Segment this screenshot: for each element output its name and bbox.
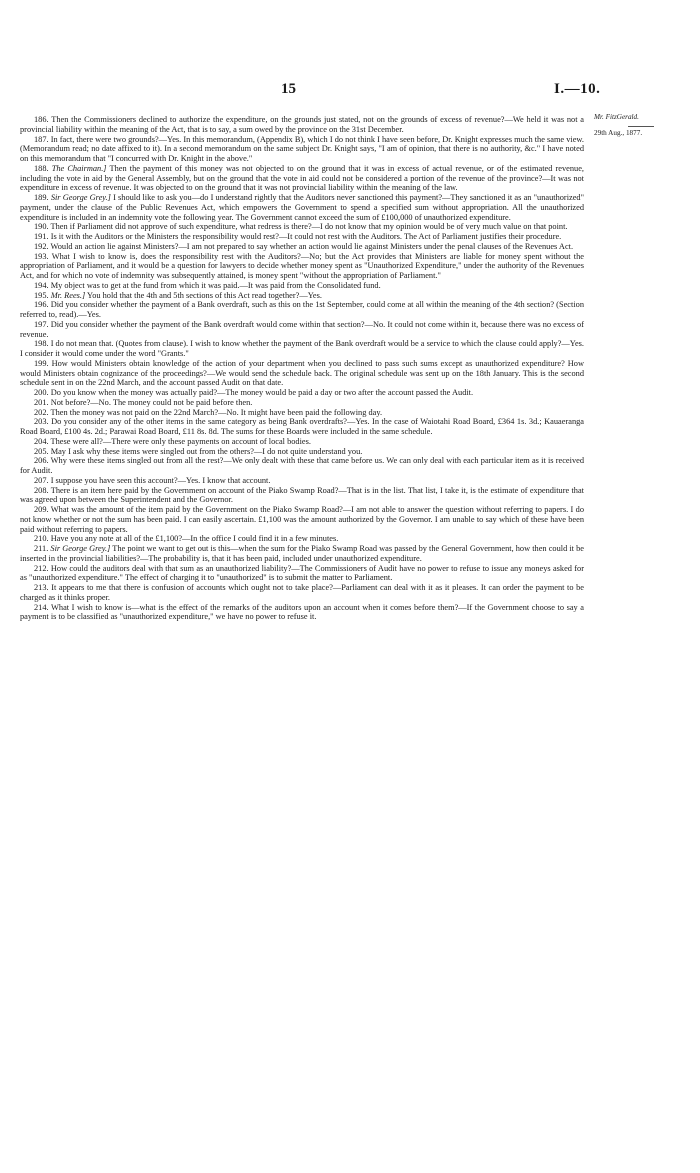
question-paragraph: 208. There is an item here paid by the Government on account of the Piako Swamp Road?—That is in the list. That list, I take it, is the estimate of expenditure that was agreed upon between the Superintendent and the Governor.	[20, 485, 584, 505]
question-paragraph: 199. How would Ministers obtain knowledge of the action of your department when you declined to pass such sums except as unauthorized expenditure? How would Ministers obtain cognizance of the proceedings?—We would send the schedule back. The original schedule was sent up on the 18th January. This is the second schedule sent in on the 22nd March, and the account passed Audit on that date.	[20, 358, 584, 388]
question-paragraph: 188. The Chairman.] Then the payment of this money was not objected to on the ground that it was in excess of actual revenue, or of the estimated revenue, including the vote in aid by the General Assembly, but on the ground that the vote in aid could not be considered a portion of the revenue of the province?—It was not expenditure in excess of revenue. It was objected to on the ground that it was not provincial liability within the meaning of the law.	[20, 163, 584, 193]
question-paragraph: 201. Not before?—No. The money could not be paid before then.	[34, 397, 253, 407]
question-paragraph: 214. What I wish to know is—what is the effect of the remarks of the auditors upon an account when it comes before them?—If the Government choose to say a payment is to be classified as "unauthorized expenditure," we have no power to refuse it.	[20, 602, 584, 622]
question-paragraph: 191. Is it with the Auditors or the Ministers the responsibility would rest?—It could not rest with the Auditors. The Act of Parliament justifies their procedure.	[34, 232, 562, 241]
speaker-name: Sir George Grey.]	[50, 193, 111, 202]
question-paragraph: 198. I do not mean that. (Quotes from clause). I wish to know whether the payment of the Bank overdraft would be a service to which the clause could apply?—Yes. I consider it would come under the word "Grants."	[20, 339, 584, 358]
question-paragraph: 187. In fact, there were two grounds?—Yes. In this memorandum, (Appendix B), which I do not think I have seen before, Dr. Knight expresses much the same view. (Memorandum read; no date affixed to it). In a second memorandum on the same subject Dr. Knight says, "I am of opinion, that there is no authority, &c." I have noted on this memorandum that "I concurred with Dr. Knight in the above."	[20, 134, 584, 163]
question-number: 211.	[34, 544, 49, 553]
testimony-body	[20, 115, 584, 622]
question-paragraph: 205. May I ask why these items were singled out from the others?—I do not quite understand you.	[34, 446, 363, 456]
speaker-name: Mr. Rees.]	[50, 290, 86, 300]
question-paragraph: 197. Did you consider whether the payment of the Bank overdraft would come within that section?—No. It could not come within it, because there was no excess of revenue.	[20, 319, 584, 339]
witness-name: Mr. FitzGerald.	[594, 113, 639, 121]
question-number: 195.	[34, 290, 49, 300]
speaker-name: Sir George Grey.]	[50, 544, 111, 553]
question-paragraph: 190. Then if Parliament did not approve of such expenditure, what redress is there?—I do not know that my opinion would be of very much value on that point.	[34, 222, 568, 232]
question-paragraph: 186. Then the Commissioners declined to authorize the expenditure, on the grounds just stated, not on the grounds of excess of revenue?—We held it was not a provincial liability within the meaning of the Act, that is to say, a sum owed by the province on the 31st December.	[20, 115, 584, 134]
question-paragraph: 210. Have you any note at all of the £1,100?—In the office I could find it in a few minutes.	[34, 534, 339, 544]
question-paragraph: 194. My object was to get at the fund from which it was paid.—It was paid from the Consolidated fund.	[34, 280, 381, 290]
question-paragraph: 211. Sir George Grey.] The point we want to get out is this—when the sum for the Piako Swamp Road was passed by the General Government, how then could it be inserted in the provincial liabilities?—The probability is, that it has been paid, included under unauthorized expenditure.	[20, 544, 584, 563]
question-paragraph: 200. Do you know when the money was actually paid?—The money would be paid a day or two after the account passed the Audit.	[34, 388, 474, 397]
page-number: 15	[281, 81, 296, 97]
witness-date: 29th Aug., 1877.	[594, 128, 643, 137]
question-number: 189.	[34, 193, 49, 202]
margin-rule	[628, 126, 654, 127]
question-number: 188.	[34, 163, 49, 173]
question-paragraph: 193. What I wish to know is, does the responsibility rest with the Auditors?—No; but the Act provides that Ministers are liable for money spent without the appropriation of Parliament, and it would be a question for lawyers to decide whether money spent as "Unauthorized Expenditure," under the authority of the Revenues Act, and for which no vote of indemnity was subsequently attained, is money spent "without the appropriation of Parliament."	[20, 251, 584, 280]
document-reference: I.—10.	[554, 81, 601, 97]
question-paragraph: 213. It appears to me that there is confusion of accounts which ought not to take place?—Parliament can deal with it as it pleases. It can order the payment to be charged as it thinks proper.	[20, 583, 584, 602]
question-paragraph: 195. Mr. Rees.] You hold that the 4th and 5th sections of this Act read together?—Yes.	[34, 290, 322, 300]
question-paragraph: 203. Do you consider any of the other items in the same category as being Bank overdrafts?—Yes. In the case of Waiotahi Road Board, £364 1s. 3d.; Kauaeranga Road Board, £100 4s. 2d.; Parawai Road Board, £11 8s. 8d. The sums for these Boards were included in the same schedule.	[20, 417, 584, 436]
question-paragraph: 209. What was the amount of the item paid by the Government on the Piako Swamp Road?—I am not able to answer the question without referring to papers. I do not know whether or not the sum has been paid. I can easily ascertain. £1,100 was the amount authorized by the Governor. I am unable to say which of these have been paid without referring to papers.	[20, 505, 584, 534]
question-paragraph: 206. Why were these items singled out from all the rest?—We only dealt with these that came before us. We can only deal with each particular item as it is received for Audit.	[20, 456, 584, 475]
speaker-name: The Chairman.]	[51, 163, 107, 173]
question-paragraph: 202. Then the money was not paid on the 22nd March?—No. It might have been paid the following day.	[34, 407, 383, 417]
question-paragraph: 204. These were all?—There were only these payments on account of local bodies.	[34, 436, 311, 446]
question-paragraph: 196. Did you consider whether the payment of a Bank overdraft, such as this on the 1st September, could come at all within the meaning of the 4th section? (Section referred to, read).—Yes.	[20, 300, 584, 319]
question-paragraph: 192. Would an action lie against Ministers?—I am not prepared to say whether an action would lie against Ministers under the penal clauses of the Revenues Act.	[34, 241, 574, 251]
question-paragraph: 207. I suppose you have seen this account?—Yes. I know that account.	[34, 475, 271, 485]
question-paragraph: 189. Sir George Grey.] I should like to ask you—do I understand rightly that the Auditors never sanctioned this payment?—They sanctioned it as an "unauthorized" payment, under the clause of the Public Revenues Act, which empowers the Government to spend a specified sum without appropriation. All the unauthorized expenditure is included in an indemnity vote the following year. The Government cannot exceed the sum of £100,000 of unauthorized expenditure.	[20, 193, 584, 222]
margin-note	[594, 113, 698, 138]
question-paragraph: 212. How could the auditors deal with that sum as an unauthorized liability?—The Commissioners of Audit have no power to refuse to issue any moneys asked for as "unauthorized expenditure." The effect of charging it to "unauthorized" is to submit the matter to Parliament.	[20, 563, 584, 583]
